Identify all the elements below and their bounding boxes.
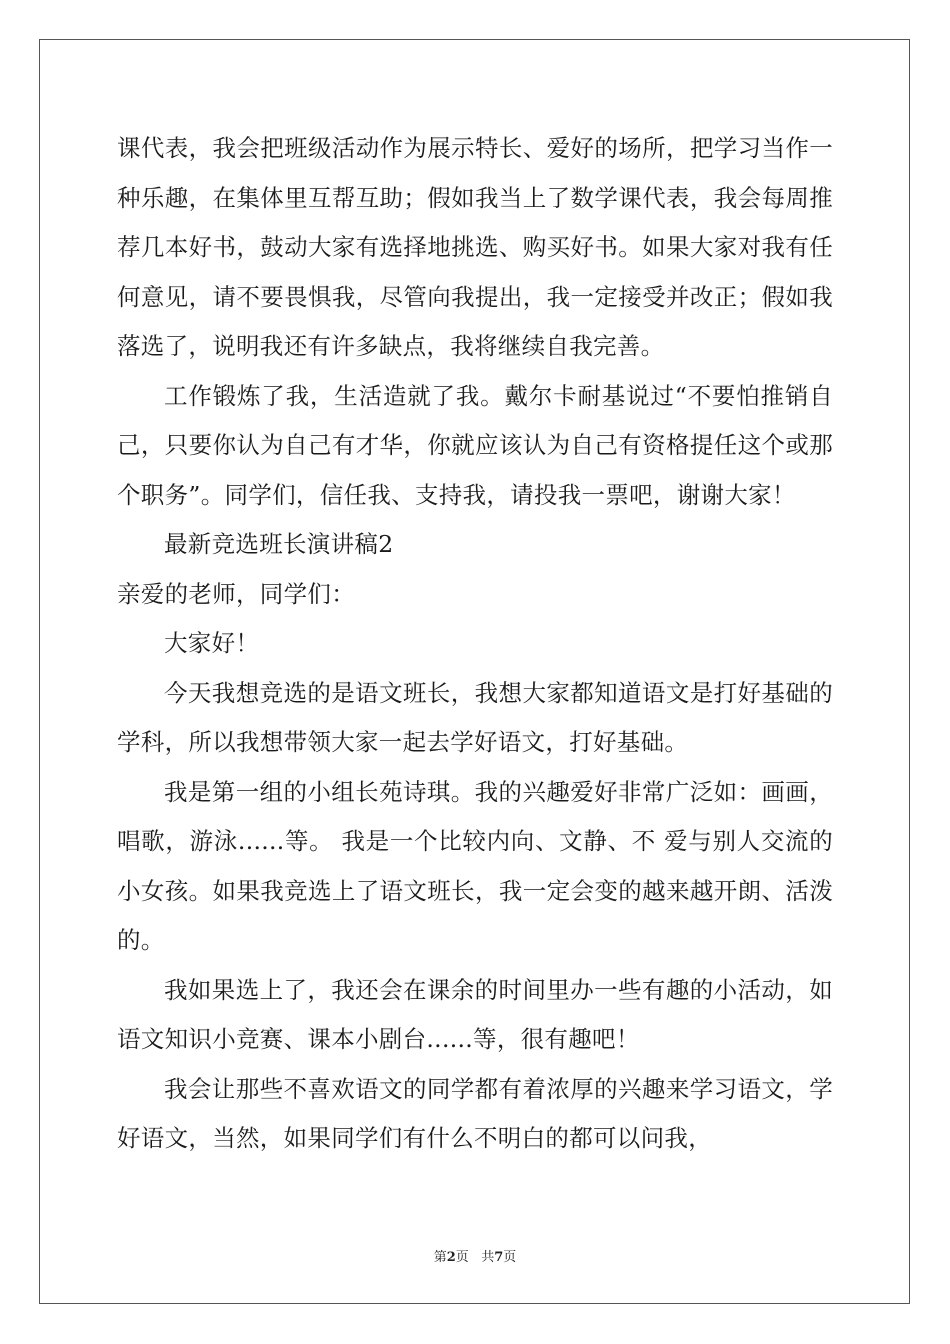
- paragraph-7: 我是第一组的小组长苑诗琪。我的兴趣爱好非常广泛如：画画，唱歌，游泳......等。 我是一个比较内向、文静、不 爱与别人交流的小女孩。如果我竞选上了语文班长，我一定会变的越来越开朗、活泼的。: [117, 777, 833, 954]
- greeting: 大家好！: [164, 629, 260, 657]
- page-suffix: 页: [455, 1250, 469, 1265]
- page-footer: [0, 1246, 950, 1265]
- total-suffix: 页: [503, 1250, 517, 1265]
- paragraph-2: 工作锻炼了我，生活造就了我。戴尔卡耐基说过“不要怕推销自己，只要你认为自己有才华，你就应该认为自己有资格提任这个或那个职务”。同学们，信任我、支持我，请投我一票吧，谢谢大家！: [117, 381, 833, 509]
- total-prefix: 共: [481, 1250, 495, 1265]
- paragraph-1: 课代表，我会把班级活动作为展示特长、爱好的场所，把学习当作一种乐趣，在集体里互帮互助；假如我当上了数学课代表，我会每周推荐几本好书，鼓动大家有选择地挑选、购买好书。如果大家对我有任何意见，请不要畏惧我，尽管向我提出，我一定接受并改正；假如我落选了，说明我还有许多缺点，我将继续自我完善。: [117, 134, 833, 360]
- total-pages: 7: [494, 1250, 504, 1265]
- section-title: 最新竞选班长演讲稿2: [164, 530, 394, 558]
- salutation: 亲爱的老师，同学们：: [117, 579, 355, 608]
- page-number: 2: [446, 1250, 456, 1265]
- page-prefix: 第: [433, 1250, 447, 1265]
- paragraph-9: 我会让那些不喜欢语文的同学都有着浓厚的兴趣来学习语文，学好语文，当然，如果同学们有什么不明白的都可以问我，: [117, 1074, 833, 1152]
- paragraph-8: 我如果选上了，我还会在课余的时间里办一些有趣的小活动，如语文知识小竞赛、课本小剧台......等，很有趣吧！: [117, 975, 833, 1053]
- document-body: [117, 124, 833, 1164]
- paragraph-6: 今天我想竞选的是语文班长，我想大家都知道语文是打好基础的学科，所以我想带领大家一起去学好语文，打好基础。: [117, 678, 833, 756]
